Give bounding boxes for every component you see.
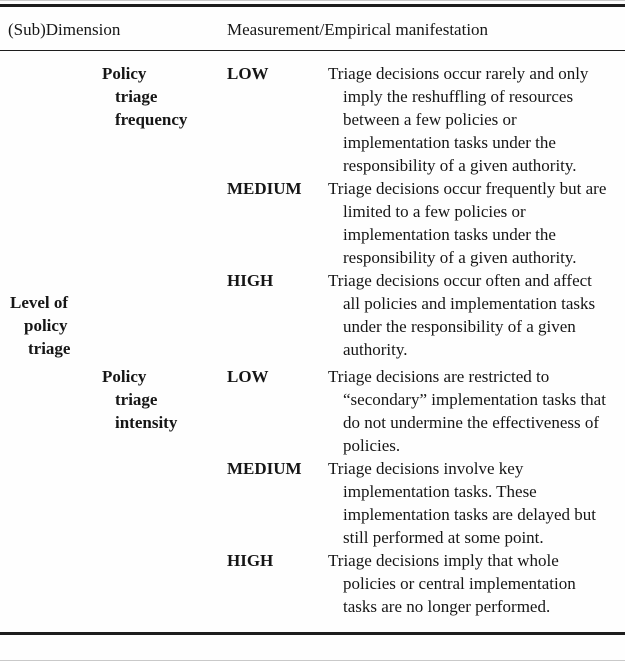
subdimension-name-line: Policy bbox=[102, 367, 147, 386]
level-row-frequency-high bbox=[227, 269, 617, 361]
triage-table bbox=[0, 4, 625, 635]
subdimension-name-line: frequency bbox=[115, 110, 188, 129]
level-label: LOW bbox=[227, 64, 269, 83]
subdimension-name-intensity bbox=[100, 365, 227, 618]
level-row-intensity-low bbox=[227, 365, 617, 457]
level-description: Triage decisions involve key implementation tasks. These implementation tasks are delayed but still performed at some point. bbox=[328, 459, 597, 547]
dimension-cell-level-of-policy-triage bbox=[8, 62, 100, 618]
level-row-frequency-medium bbox=[227, 177, 617, 269]
level-description: Triage decisions are restricted to “secondary” implementation tasks that do not undermine the effectiveness of policies. bbox=[328, 367, 606, 455]
level-description: Triage decisions imply that whole policies or central implementation tasks are no longer performed. bbox=[328, 551, 576, 616]
header-subdimension: (Sub)Dimension bbox=[8, 20, 121, 39]
dimension-line: triage bbox=[28, 338, 71, 358]
level-description: Triage decisions occur frequently but are limited to a few policies or implementation tasks under the responsibility of a given authority. bbox=[328, 179, 607, 267]
level-label: MEDIUM bbox=[227, 459, 302, 478]
levels-intensity bbox=[227, 365, 617, 618]
table-header-row bbox=[0, 7, 625, 51]
subdimension-name-line: Policy bbox=[102, 64, 147, 83]
subdimension-name-frequency bbox=[100, 62, 227, 361]
dimension-line: Level of bbox=[10, 292, 69, 312]
level-description: Triage decisions occur rarely and only imply the reshuffling of resources between a few policies or implementation tasks under the responsibility of a given authority. bbox=[328, 64, 589, 175]
levels-frequency bbox=[227, 62, 617, 361]
level-label: LOW bbox=[227, 367, 269, 386]
level-row-intensity-medium bbox=[227, 457, 617, 549]
header-measurement: Measurement/Empirical manifestation bbox=[227, 20, 489, 39]
level-row-intensity-high bbox=[227, 549, 617, 618]
level-description: Triage decisions occur often and affect all policies and implementation tasks under the responsibility of a given authority. bbox=[328, 271, 596, 359]
subdimension-name-line: triage bbox=[115, 87, 158, 106]
dimension-line: policy bbox=[24, 315, 68, 335]
subdimension-name-line: triage bbox=[115, 390, 158, 409]
level-label: HIGH bbox=[227, 271, 274, 290]
level-row-frequency-low bbox=[227, 62, 617, 177]
subdimension-block-intensity bbox=[100, 365, 617, 618]
subdimension-blocks bbox=[100, 62, 617, 618]
table-body bbox=[0, 51, 625, 632]
subdimension-name-line: intensity bbox=[115, 413, 178, 432]
subdimension-block-frequency bbox=[100, 62, 617, 361]
level-label: HIGH bbox=[227, 551, 274, 570]
level-label: MEDIUM bbox=[227, 179, 302, 198]
